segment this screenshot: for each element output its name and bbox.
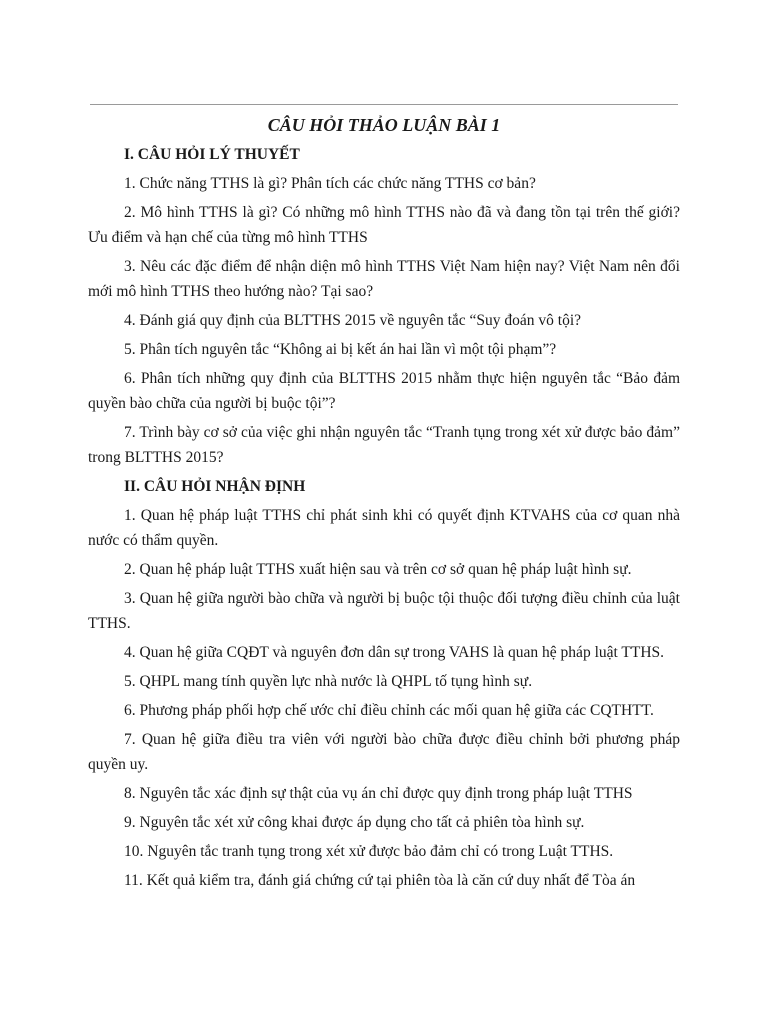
theory-question: 2. Mô hình TTHS là gì? Có những mô hình TTHS nào đã và đang tồn tại trên thế giới? Ưu điểm và hạn chế của từng mô hình TTHS bbox=[88, 204, 680, 246]
section-heading-theory: I. CÂU HỎI LÝ THUYẾT bbox=[124, 146, 300, 163]
statement-question: 6. Phương pháp phối hợp chế ước chỉ điều chỉnh các mối quan hệ giữa các CQTHTT. bbox=[124, 702, 654, 719]
statement-question: 7. Quan hệ giữa điều tra viên với người bào chữa được điều chỉnh bởi phương pháp quyền uy. bbox=[88, 731, 680, 773]
document-body bbox=[88, 112, 680, 897]
statement-question: 1. Quan hệ pháp luật TTHS chỉ phát sinh khi có quyết định KTVAHS của cơ quan nhà nước có thẩm quyền. bbox=[88, 507, 680, 549]
page-title: CÂU HỎI THẢO LUẬN BÀI 1 bbox=[267, 115, 501, 135]
theory-question: 5. Phân tích nguyên tắc “Không ai bị kết án hai lần vì một tội phạm”? bbox=[124, 341, 557, 358]
header-rule bbox=[90, 104, 678, 105]
statement-question: 10. Nguyên tắc tranh tụng trong xét xử được bảo đảm chỉ có trong Luật TTHS. bbox=[124, 843, 614, 860]
theory-question: 6. Phân tích những quy định của BLTTHS 2015 nhằm thực hiện nguyên tắc “Bảo đảm quyền bào chữa của người bị buộc tội”? bbox=[88, 370, 680, 412]
statement-question: 4. Quan hệ giữa CQĐT và nguyên đơn dân sự trong VAHS là quan hệ pháp luật TTHS. bbox=[124, 644, 665, 661]
theory-question: 1. Chức năng TTHS là gì? Phân tích các chức năng TTHS cơ bản? bbox=[124, 175, 536, 192]
section-heading-statements: II. CÂU HỎI NHẬN ĐỊNH bbox=[124, 478, 306, 495]
statement-question: 9. Nguyên tắc xét xử công khai được áp dụng cho tất cả phiên tòa hình sự. bbox=[124, 814, 585, 831]
statement-question: 11. Kết quả kiểm tra, đánh giá chứng cứ tại phiên tòa là căn cứ duy nhất để Tòa án bbox=[124, 872, 636, 889]
statement-question: 5. QHPL mang tính quyền lực nhà nước là QHPL tố tụng hình sự. bbox=[124, 673, 533, 690]
statement-question: 3. Quan hệ giữa người bào chữa và người bị buộc tội thuộc đối tượng điều chỉnh của luật TTHS. bbox=[88, 590, 680, 632]
theory-question: 7. Trình bày cơ sở của việc ghi nhận nguyên tắc “Tranh tụng trong xét xử được bảo đảm” trong BLTTHS 2015? bbox=[88, 424, 680, 466]
statement-question: 2. Quan hệ pháp luật TTHS xuất hiện sau và trên cơ sở quan hệ pháp luật hình sự. bbox=[124, 561, 632, 578]
theory-question: 3. Nêu các đặc điểm để nhận diện mô hình TTHS Việt Nam hiện nay? Việt Nam nên đổi mới mô hình TTHS theo hướng nào? Tại sao? bbox=[88, 258, 680, 300]
theory-question: 4. Đánh giá quy định của BLTTHS 2015 về nguyên tắc “Suy đoán vô tội? bbox=[124, 312, 582, 329]
statement-question: 8. Nguyên tắc xác định sự thật của vụ án chỉ được quy định trong pháp luật TTHS bbox=[124, 785, 633, 802]
